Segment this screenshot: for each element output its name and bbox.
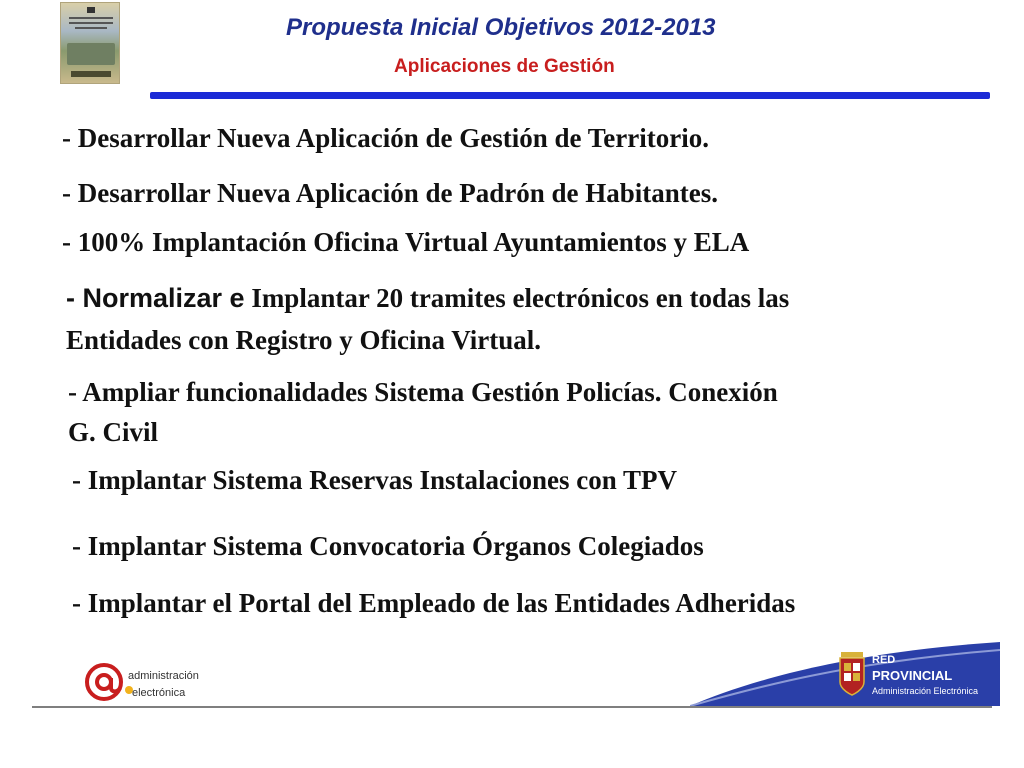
objective-item-4-line2: Entidades con Registro y Oficina Virtual. <box>66 325 542 355</box>
admin-logo-line2: electrónica <box>132 687 186 699</box>
objective-item-6: - Implantar Sistema Reservas Instalaciones con TPV <box>72 465 677 495</box>
red-provincial-line3: Administración Electrónica <box>872 686 979 696</box>
admin-logo-line1: administración <box>128 670 199 682</box>
header-thumbnail-image <box>60 2 120 84</box>
objective-item-4-prefix: - Normalizar e <box>66 283 245 313</box>
header-divider <box>150 92 990 99</box>
objective-item-1: - Desarrollar Nueva Aplicación de Gestión de Territorio. <box>62 123 709 153</box>
objective-item-4 <box>66 281 789 315</box>
objective-item-5-line1: - Ampliar funcionalidades Sistema Gestión Policías. Conexión <box>68 377 778 407</box>
objective-item-4-line1: Implantar 20 tramites electrónicos en todas las <box>244 283 790 313</box>
coat-of-arms-icon <box>838 652 866 696</box>
objective-item-5-line2: G. Civil <box>68 417 159 447</box>
footer-divider <box>32 706 992 708</box>
page-subtitle: Aplicaciones de Gestión <box>394 56 615 77</box>
page-title: Propuesta Inicial Objetivos 2012-2013 <box>286 14 716 41</box>
objective-item-3: - 100% Implantación Oficina Virtual Ayuntamientos y ELA <box>62 227 750 257</box>
objective-item-7: - Implantar Sistema Convocatoria Órganos Colegiados <box>72 531 704 561</box>
objective-item-8: - Implantar el Portal del Empleado de las Entidades Adheridas <box>72 588 796 618</box>
red-provincial-line2: PROVINCIAL <box>872 668 953 683</box>
objective-item-2: - Desarrollar Nueva Aplicación de Padrón de Habitantes. <box>62 178 718 208</box>
red-provincial-line1: RED <box>872 654 896 666</box>
